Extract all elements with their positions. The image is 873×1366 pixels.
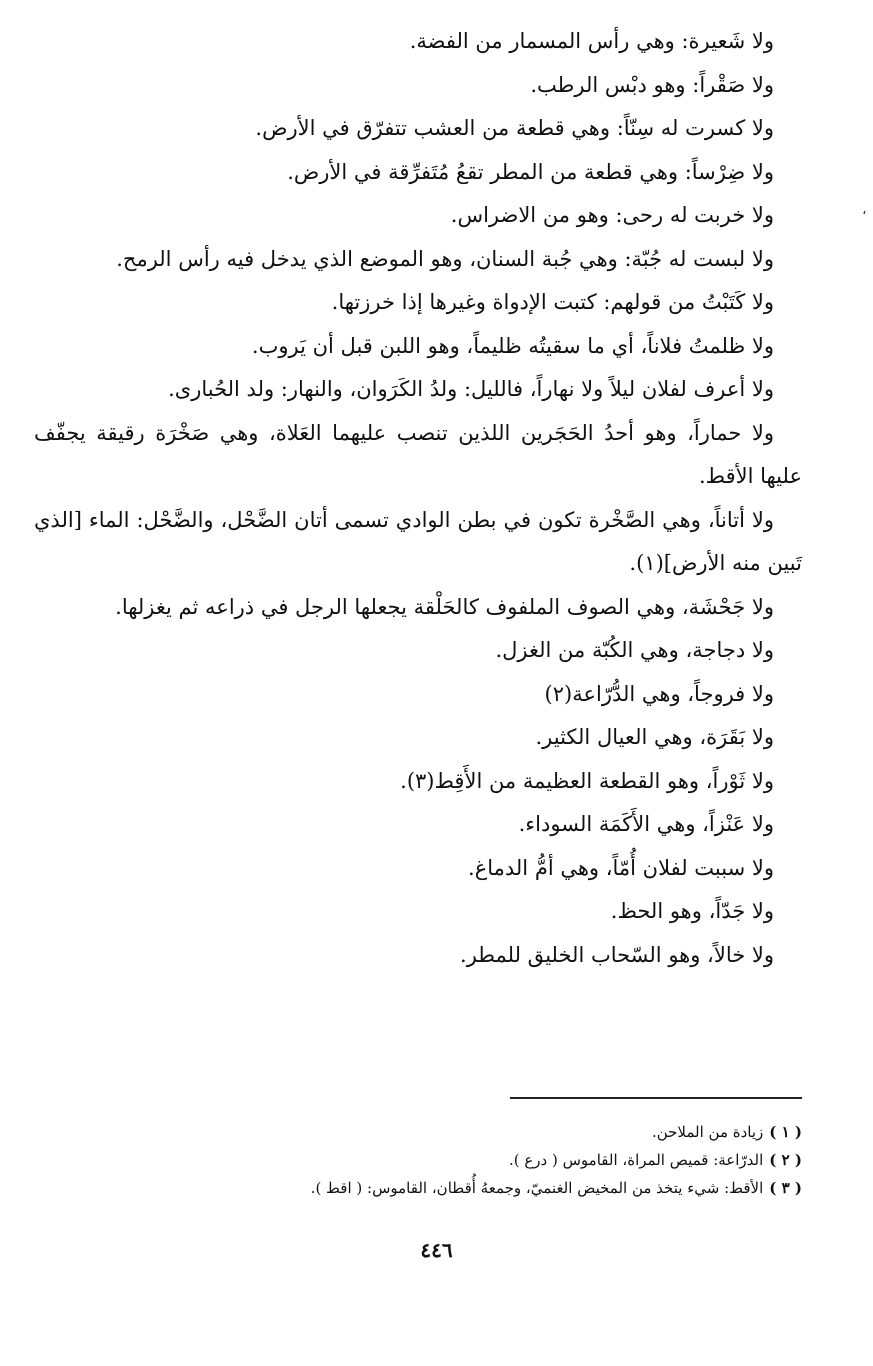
footnote-number: ( ٢ ) [769, 1151, 802, 1169]
footnote-text: الدرّاعة: قميص المراة، القاموس ( درع ). [508, 1151, 764, 1169]
paragraph: ولا جَحْشَة، وهي الصوف الملفوف كالحَلْقة يجعلها الرجل في ذراعه ثم يغزلها. [115, 594, 774, 619]
paragraph: ولا لبست له جُبّة: وهي جُبة السنان، وهو الموضع الذي يدخل فيه رأس الرمح. [116, 246, 774, 271]
main-text [34, 20, 802, 977]
paragraph: ولا حماراً، وهو أحدُ الحَجَرين اللذين تنصب عليهما العَلاة، وهي صَخْرَة رقيقة يجفّف عليها الأقط. [34, 420, 802, 488]
paragraph: ولا أعرف لفلان ليلاً ولا نهاراً، فالليل: ولدُ الكَرَوان، والنهار: ولد الحُبارى. [168, 377, 774, 401]
footnote-divider [510, 1097, 802, 1099]
footnote [80, 1118, 802, 1146]
paragraph: ولا أتاناً، وهي الصَّخْرة تكون في بطن الوادي تسمى أتان الضَّحْل، والضَّحْل: الماء [الذي تَبين منه الأرض](١). [34, 507, 802, 575]
paragraph: ولا خالاً، وهو السّحاب الخليق للمطر. [460, 942, 774, 967]
footnote-number: ( ٣ ) [769, 1179, 802, 1197]
paragraph: ولا بَقَرَة، وهي العيال الكثير. [535, 725, 774, 749]
paragraph: ولا ظلمتُ فلاناً، أي ما سقيتُه ظليماً، وهو اللبن قبل أن يَروب. [251, 333, 774, 358]
paragraph: ولا فروجاً، وهي الدُّرّاعة(٢) [544, 681, 774, 706]
paragraph: ولا خربت له رحى: وهو من الاضراس. [450, 203, 774, 227]
footnote-number: ( ١ ) [769, 1123, 802, 1141]
footnotes [80, 1118, 802, 1202]
paragraph: ولا صَقْراً: وهو دبْس الرطب. [530, 72, 774, 97]
paragraph: ولا دجاجة، وهي الكُبّة من الغزل. [495, 638, 774, 662]
margin-mark: ، [862, 202, 867, 218]
footnote [80, 1174, 802, 1202]
paragraph: ولا ضِرْساً: وهي قطعة من المطر تقعُ مُتَفرِّقة في الأرض. [287, 159, 774, 184]
footnote-text: زيادة من الملاحن. [651, 1123, 764, 1141]
paragraph: ولا كسرت له سِنّاً: وهي قطعة من العشب تتفرّق في الأرض. [255, 116, 774, 140]
footnote-text: الأقط: شيء يتخذ من المخيض الغنميّ، وجمعهُ أُقطان، القاموس: ( اقط ). [310, 1179, 764, 1197]
paragraph: ولا شَعيرة: وهي رأس المسمار من الفضة. [409, 29, 774, 53]
paragraph: ولا كَتَبْتُ من قولهم: كتبت الإدواة وغيرها إذا خرزتها. [331, 290, 774, 314]
footnote [80, 1146, 802, 1174]
page-number: ٤٤٦ [420, 1238, 453, 1262]
paragraph: ولا سببت لفلان أُمّاً، وهي أمُّ الدماغ. [468, 855, 774, 880]
paragraph: ولا عَنْزاً، وهي الأَكَمَة السوداء. [518, 812, 774, 836]
paragraph: ولا ثَوْراً، وهو القطعة العظيمة من الأَقِط(٣). [400, 768, 774, 793]
paragraph: ولا جَدّاً، وهو الحظ. [610, 899, 774, 923]
